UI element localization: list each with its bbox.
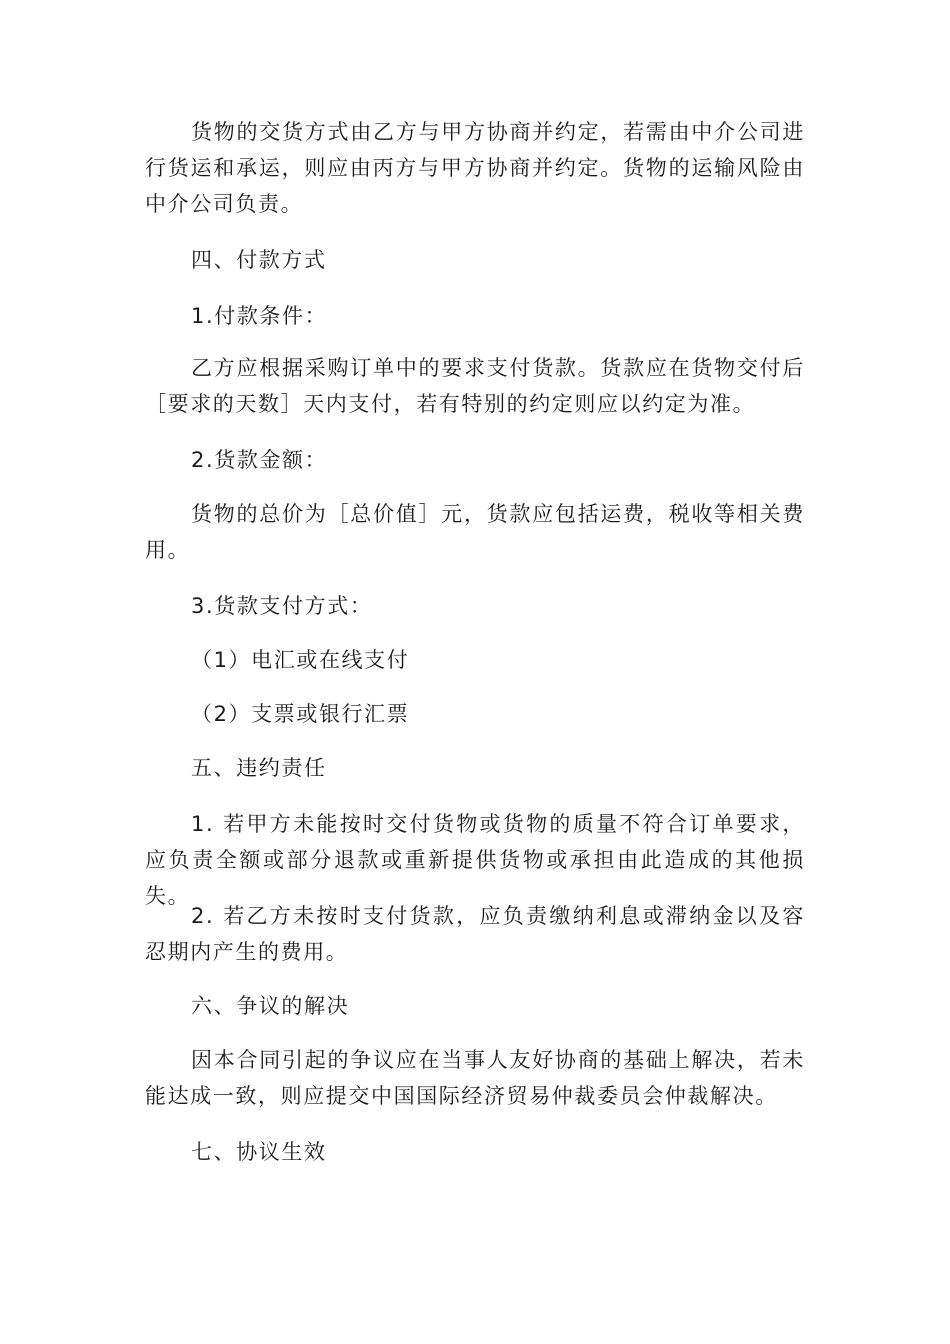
list-item-payment-option-2: （2）支票或银行汇票	[191, 702, 410, 726]
subheading-payment-conditions: 1.付款条件：	[191, 304, 328, 328]
subheading-payment-methods: 3.货款支付方式：	[191, 594, 373, 618]
paragraph-breach-party-b: 2. 若乙方未按时支付货款，应负责缴纳利息或滞纳金以及容忍期内产生的费用。	[145, 904, 805, 964]
heading-dispute-resolution: 六、争议的解决	[191, 994, 350, 1018]
paragraph-payment-conditions: 乙方应根据采购订单中的要求支付货款。货款应在货物交付后［要求的天数］天内支付，若有特别的约定则应以约定为准。	[145, 356, 805, 416]
heading-payment-method: 四、付款方式	[191, 248, 327, 272]
heading-breach-liability: 五、违约责任	[191, 756, 327, 780]
paragraph-payment-amount: 货物的总价为［总价值］元，货款应包括运费，税收等相关费用。	[145, 502, 805, 562]
heading-agreement-effective: 七、协议生效	[191, 1140, 327, 1164]
list-item-payment-option-1: （1）电汇或在线支付	[191, 648, 410, 672]
subheading-payment-amount: 2.货款金额：	[191, 448, 328, 472]
paragraph-delivery: 货物的交货方式由乙方与甲方协商并约定，若需由中介公司进行货运和承运，则应由丙方与甲方协商并约定。货物的运输风险由中介公司负责。	[145, 120, 805, 216]
paragraph-breach-party-a: 1. 若甲方未能按时交付货物或货物的质量不符合订单要求，应负责全额或部分退款或重新提供货物或承担由此造成的其他损失。	[145, 812, 805, 908]
paragraph-dispute-resolution: 因本合同引起的争议应在当事人友好协商的基础上解决，若未能达成一致，则应提交中国国际经济贸易仲裁委员会仲裁解决。	[145, 1048, 805, 1108]
